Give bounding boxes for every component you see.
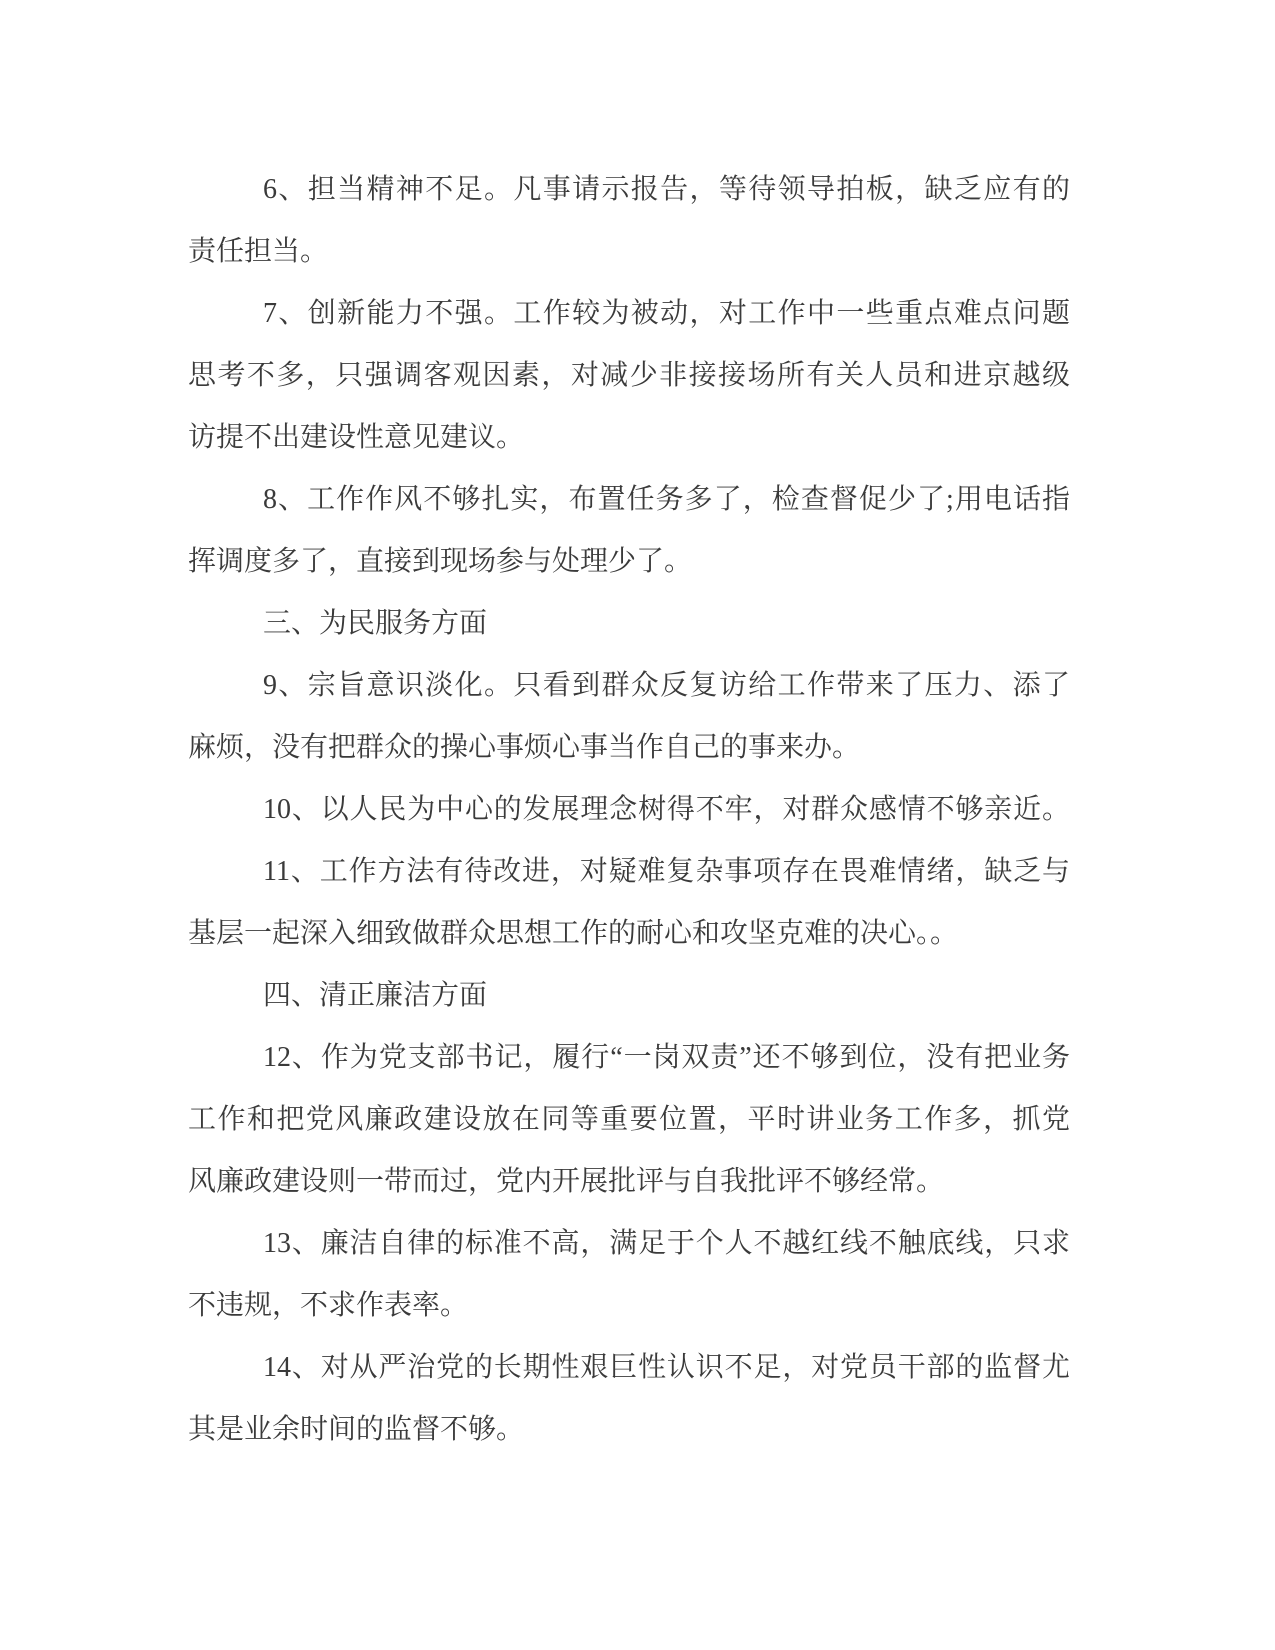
document-line: 不违规，不求作表率。 <box>188 1290 469 1321</box>
document-line: 访提不出建设性意见建议。 <box>188 422 525 453</box>
document-line: 风廉政建设则一带而过，党内开展批评与自我批评不够经常。 <box>188 1166 945 1197</box>
item-9-paragraph <box>188 655 1070 779</box>
item-8-paragraph <box>188 469 1070 593</box>
document-line: 9、宗旨意识淡化。只看到群众反复访给工作带来了压力、添了 <box>263 670 1070 701</box>
document-line: 14、对从严治党的长期性艰巨性认识不足，对党员干部的监督尤 <box>263 1352 1070 1383</box>
document-line: 其是业余时间的监督不够。 <box>188 1414 525 1445</box>
document-line: 11、工作方法有待改进，对疑难复杂事项存在畏难情绪，缺乏与 <box>263 856 1070 887</box>
item-14-paragraph <box>188 1337 1070 1461</box>
section-heading-3 <box>188 593 1070 655</box>
document-line: 10、以人民为中心的发展理念树得不牢，对群众感情不够亲近。 <box>263 794 1070 825</box>
document-line: 7、创新能力不强。工作较为被动，对工作中一些重点难点问题 <box>263 298 1070 329</box>
section-heading-4 <box>188 965 1070 1027</box>
item-6-paragraph <box>188 159 1070 283</box>
document-line: 责任担当。 <box>188 236 329 267</box>
item-12-paragraph <box>188 1027 1070 1213</box>
document-line: 13、廉洁自律的标准不高，满足于个人不越红线不触底线，只求 <box>263 1228 1070 1259</box>
section-heading-text: 三、为民服务方面 <box>263 608 488 639</box>
document-line: 思考不多，只强调客观因素，对减少非接接场所有关人员和进京越级 <box>188 360 1070 391</box>
document-line: 12、作为党支部书记，履行“一岗双责”还不够到位，没有把业务 <box>263 1042 1070 1073</box>
item-10-paragraph <box>188 779 1070 841</box>
item-11-paragraph <box>188 841 1070 965</box>
document-line: 基层一起深入细致做群众思想工作的耐心和攻坚克难的决心。。 <box>188 918 959 949</box>
section-heading-text: 四、清正廉洁方面 <box>263 980 488 1011</box>
document-content <box>188 159 1070 1461</box>
document-line: 麻烦，没有把群众的操心事烦心事当作自己的事来办。 <box>188 732 861 763</box>
document-line: 挥调度多了，直接到现场参与处理少了。 <box>188 546 693 577</box>
document-line: 工作和把党风廉政建设放在同等重要位置，平时讲业务工作多，抓党 <box>188 1104 1070 1135</box>
document-line: 8、工作作风不够扎实，布置任务多了，检查督促少了;用电话指 <box>263 484 1070 515</box>
document-line: 6、担当精神不足。凡事请示报告，等待领导拍板，缺乏应有的 <box>263 174 1070 205</box>
item-13-paragraph <box>188 1213 1070 1337</box>
item-7-paragraph <box>188 283 1070 469</box>
